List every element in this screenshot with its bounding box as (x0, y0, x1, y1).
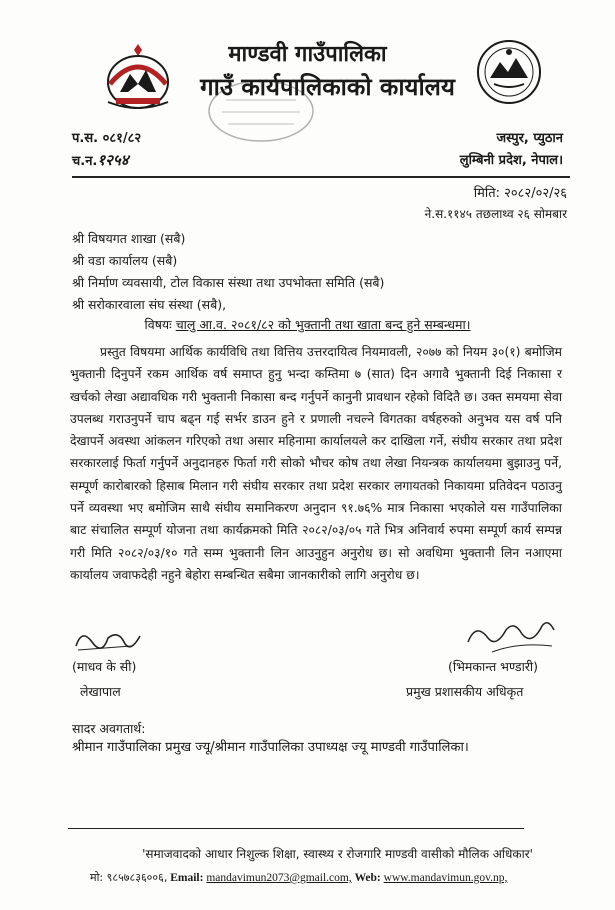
letter-body: प्रस्तुत विषयमा आर्थिक कार्यविधि तथा वित्तिय उत्तरदायित्व नियमावली, २०७७ को नियम ३०(१) बमोजिम भुक्तानी दिनुपर्ने रकम आर्थिक वर्ष समाप्त हुनु भन्दा कम्तिमा ७ (सात) दिन अगावै भुक्तानी दिई निकासा र खर्चको लेखा अद्यावधिक गरी भुक्तानी निकासा बन्द गर्नुपर्ने कानुनी प्रावधान रहेको विदितै छ। उक्त समयमा सेवा उपलब्ध गराउनुपर्ने चाप बढ्न गई सर्भर डाउन हुने र प्रणाली नचल्ने विगतका वर्षहरुको अनुभव यस वर्ष पनि देखापर्ने अवस्था आंकलन गरिएको तथा असार महिनामा कार्यालयले कर दाखिला गर्ने, संघीय सरकार तथा प्रदेश सरकारलाई फिर्ता गर्नुपर्ने अनुदानहरु फिर्ता गरी सोको भौचर कोष तथा लेखा नियन्त्रक कार्यालयमा बुझाउनु पर्ने, सम्पूर्ण कारोबारको हिसाब मिलान गरी संघीय सरकार तथा प्रदेश सरकार लगायतको निकायमा प्रतिवेदन पठाउनु पर्ने व्यवस्था भए बमोजिम साथै संघीय समानिकरण अनुदान ९१.७६% मात्र निकासा भएकोले यस गाउँपालिका बाट संचालित सम्पूर्ण योजना तथा कार्यक्रमको मिति २०८२/०३/०५ गते भित्र अनिवार्य रुपमा सम्पूर्ण कार्य सम्पन्न गरी मिति २०८२/०३/१० गते सम्म भुक्तानी लिन आउनुहुन अनुरोध छ। सो अवधिमा भुक्तानी लिन नआएमा कार्यालय जवाफदेही नहुने बेहोरा सम्बन्धित सबैमा जानकारीको लागि अनुरोध छ। (70, 345, 562, 582)
reference-number: प.स. ०८१/८२ (72, 131, 142, 146)
accountant-signature-icon (72, 624, 142, 654)
recipient-line: श्री निर्माण व्यवसायी, टोल विकास संस्था तथा उपभोक्ता समिति (सबै) (72, 275, 385, 290)
recipient-line: श्री विषयगत शाखा (सबै) (72, 231, 186, 246)
address-line-1: जस्पुर, प्युठान (496, 131, 563, 146)
cao-name: (भिमकान्त भण्डारी) (448, 659, 539, 674)
subject-text: चालु आ.व. २०८१/८२ को भुक्तानी तथा खाता बन्द हुने सम्बन्धमा। (175, 317, 471, 332)
footer-email-link[interactable]: mandavimun2073@gmail.com, (206, 872, 352, 884)
office-name: गाउँ कार्यपालिकाको कार्यालय (200, 73, 455, 101)
accountant-name: (माधव के सी) (72, 659, 137, 674)
date-ns: ने.स.११४५ तछलाथ्व २६ सोमबार (424, 207, 567, 221)
recipient-line: श्री सरोकारवाला संघ संस्था (सबै), (72, 297, 227, 312)
address-line-2: लुम्बिनी प्रदेश, नेपाल। (459, 153, 563, 168)
footer-divider (68, 828, 524, 829)
footer-motto: 'समाजवादको आधार निशुल्क शिक्षा, स्वास्थ्य र रोजगारि माण्डवी वासीको मौलिक अधिकार' (142, 847, 533, 861)
subject-line (0, 316, 615, 333)
dispatch-number (72, 150, 129, 170)
recipient-line: श्री वडा कार्यालय (सबै) (72, 253, 178, 268)
cao-signature-icon (462, 612, 558, 656)
dispatch-handwritten: १२५४ (97, 151, 129, 169)
subject-label: विषयः (144, 317, 172, 332)
cc-heading: सादर अवगतार्थ: (72, 721, 146, 736)
date-bs: मिति: २०८२/०२/२६ (473, 186, 567, 201)
accountant-title: लेखापाल (80, 684, 121, 699)
footer-email-label: Email: (170, 872, 204, 884)
footer-contact (90, 870, 507, 885)
header-divider (72, 176, 570, 178)
footer-web-link[interactable]: www.mandavimun.gov.np, (383, 872, 508, 884)
cao-title: प्रमुख प्रशासकीय अधिकृत (406, 684, 524, 699)
footer-phone: मो: ९८५७८३६००६, (90, 871, 168, 884)
municipality-name: माण्डवी गाउँपालिका (228, 42, 387, 67)
dispatch-label: च.न. (72, 154, 98, 169)
cc-recipients: श्रीमान गाउँपालिका प्रमुख ज्यू/श्रीमान गाउँपालिका उपाध्यक्ष ज्यू माण्डवी गाउँपालिका। (72, 740, 469, 755)
footer-web-label: Web: (354, 872, 381, 884)
